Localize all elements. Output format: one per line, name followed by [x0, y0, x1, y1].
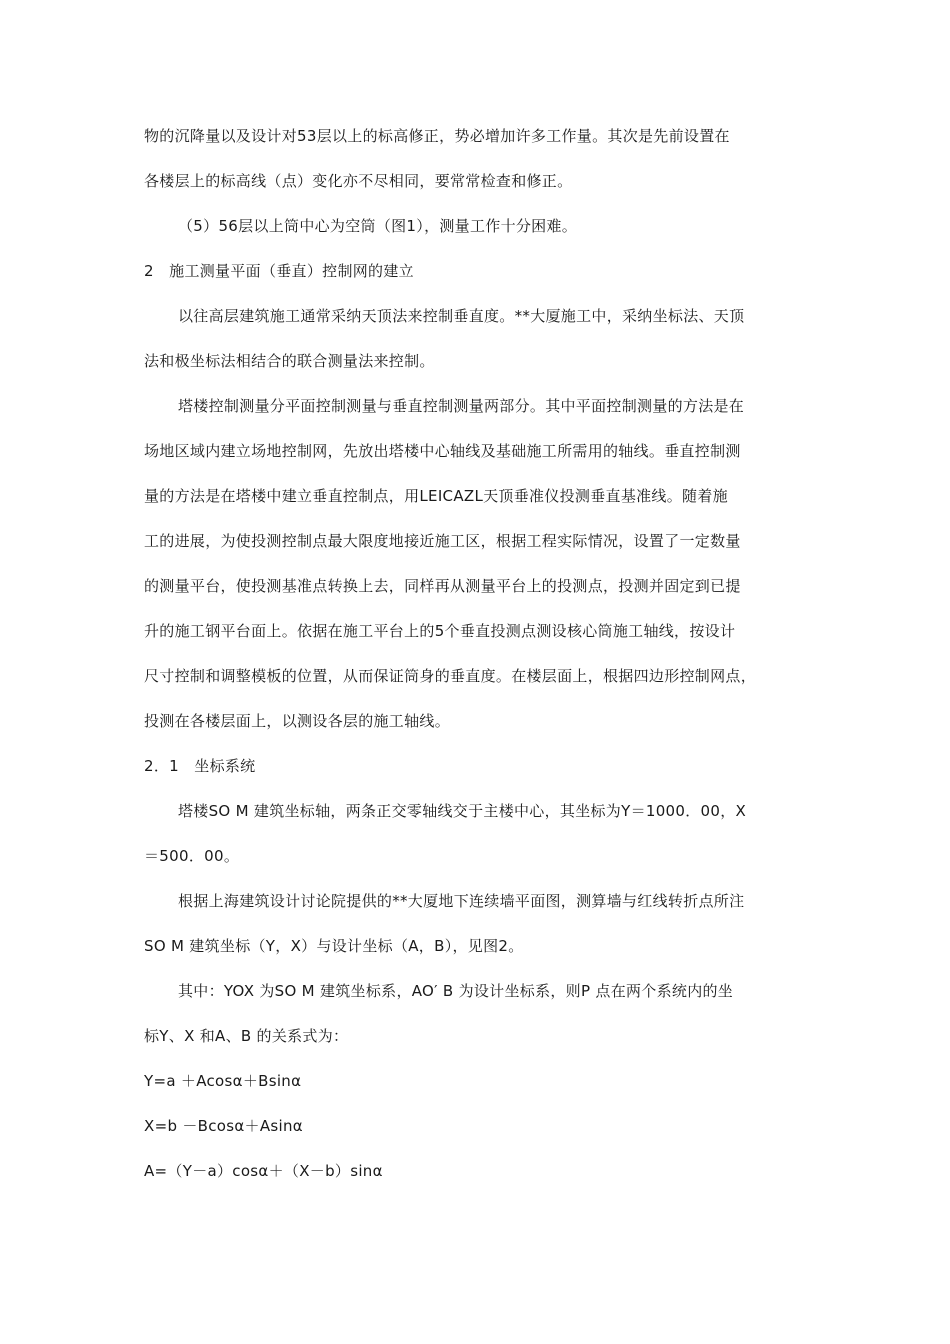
text-line: 标Y、X 和A、B 的关系式为： [144, 1027, 349, 1045]
text-line: 物的沉降量以及设计对53层以上的标高修正，势必增加许多工作量。其次是先前设置在 [144, 127, 730, 145]
text-line: 升的施工钢平台面上。依据在施工平台上的5个垂直投测点测设核心筒施工轴线，按设计 [144, 622, 736, 640]
text-line: 以往高层建筑施工通常采纳天顶法来控制垂直度。**大厦施工中，采纳坐标法、天顶 [178, 307, 745, 325]
text-line: 工的进展，为使投测控制点最大限度地接近施工区，根据工程实际情况，设置了一定数量 [144, 532, 741, 550]
text-line: SO M 建筑坐标（Y，X）与设计坐标（A，B），见图2。 [144, 937, 524, 955]
text-line: 投测在各楼层面上，以测设各层的施工轴线。 [144, 712, 451, 730]
text-line: 塔楼控制测量分平面控制测量与垂直控制测量两部分。其中平面控制测量的方法是在 [178, 397, 745, 415]
section-heading: 2 施工测量平面（垂直）控制网的建立 [144, 262, 414, 280]
text-line: 根据上海建筑设计讨论院提供的**大厦地下连续墙平面图，测算墙与红线转折点所注 [178, 892, 745, 910]
text-line: （5）56层以上筒中心为空筒（图1），测量工作十分困难。 [178, 217, 578, 235]
text-line: 量的方法是在塔楼中建立垂直控制点，用LEICAZL天顶垂准仪投测垂直基准线。随着施 [144, 487, 728, 505]
text-line: 的测量平台，使投测基准点转换上去，同样再从测量平台上的投测点，投测并固定到已提 [144, 577, 741, 595]
text-line: 尺寸控制和调整模板的位置，从而保证筒身的垂直度。在楼层面上，根据四边形控制网点， [144, 667, 757, 685]
section-heading: 2．1 坐标系统 [144, 757, 256, 775]
formula-line: Y=a ＋Acosα＋Bsinα [144, 1072, 302, 1090]
text-line: 塔楼SO M 建筑坐标轴，两条正交零轴线交于主楼中心，其坐标为Y＝1000．00，X [178, 802, 747, 820]
formula-line: A=（Y－a）cosα＋（X－b）sinα [144, 1162, 383, 1180]
formula-line: X=b －Bcosα＋Asinα [144, 1117, 303, 1135]
text-line: 法和极坐标法相结合的联合测量法来控制。 [144, 352, 435, 370]
text-line: 场地区域内建立场地控制网，先放出塔楼中心轴线及基础施工所需用的轴线。垂直控制测 [144, 442, 741, 460]
text-line: 其中：YOX 为SO M 建筑坐标系，AO′ B 为设计坐标系，则P 点在两个系统内的坐 [178, 982, 734, 1000]
text-line: 各楼层上的标高线（点）变化亦不尽相同，要常常检查和修正。 [144, 172, 573, 190]
text-line: ＝500．00。 [144, 847, 240, 865]
